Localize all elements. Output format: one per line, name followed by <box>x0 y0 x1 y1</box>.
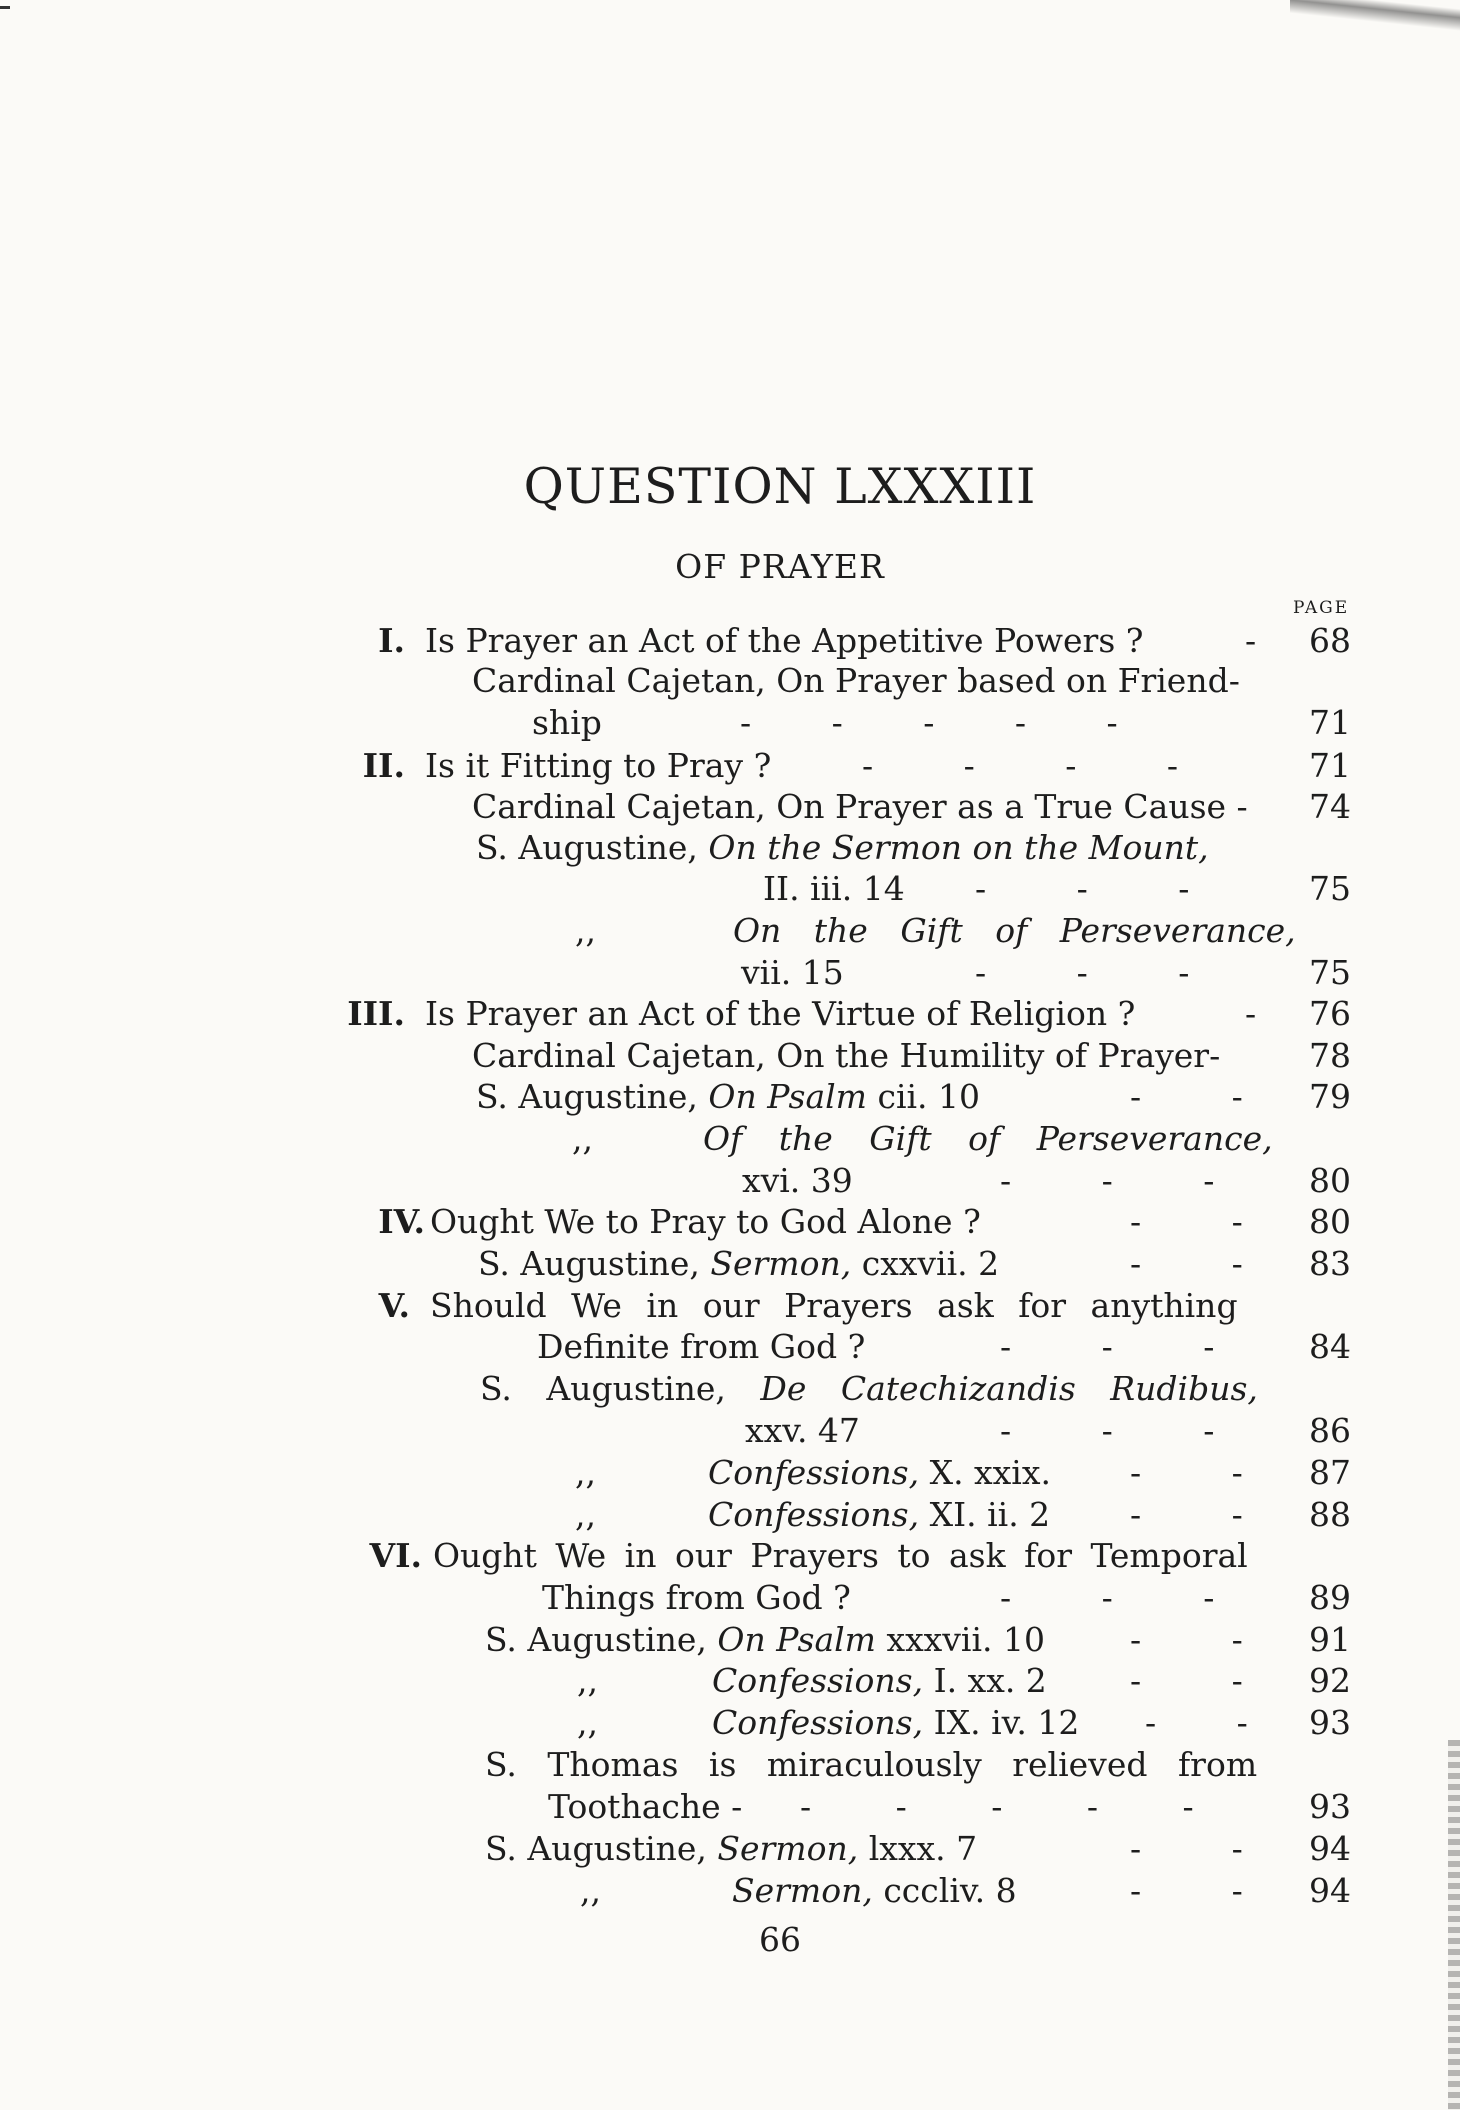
page-number: 87 <box>1309 1453 1351 1492</box>
dot-leader: - - <box>1130 1453 1243 1492</box>
dot-leader: - - - <box>1000 1327 1215 1366</box>
ditto-mark: ,, <box>575 911 596 950</box>
entry-reference: IX. iv. 12 <box>923 1703 1080 1742</box>
entry-reference: cccliv. 8 <box>872 1871 1017 1910</box>
dot-leader: - - <box>1145 1703 1248 1742</box>
dot-leader: - - - <box>1000 1578 1215 1617</box>
entry-text: S. Thomas is miraculously relieved from <box>485 1745 1258 1784</box>
work-title: On the Gift of Perseverance, <box>733 911 1296 950</box>
work-title: Sermon, <box>732 1871 873 1910</box>
dot-leader: - - - - <box>862 746 1179 785</box>
entry-reference: I. xx. 2 <box>923 1661 1047 1700</box>
work-title: Confessions, <box>708 1453 920 1492</box>
dot-leader: - - - <box>975 953 1190 992</box>
page-number: 75 <box>1309 869 1351 908</box>
entry-text: Definite from God ? <box>537 1327 866 1366</box>
entry-reference: II. iii. 14 <box>763 869 905 908</box>
work-title: On Psalm <box>708 1077 867 1116</box>
author-name: S. Augustine, <box>485 1620 718 1659</box>
dot-leader: - - <box>1130 1244 1243 1283</box>
dot-leader: - <box>1245 621 1257 660</box>
question-subtitle: OF PRAYER <box>675 547 885 586</box>
article-title: Should We in our Prayers ask for anything <box>430 1286 1238 1325</box>
page-number: 91 <box>1309 1620 1351 1659</box>
author-name: S. Augustine, <box>485 1829 718 1868</box>
article-number: IV. <box>378 1202 425 1241</box>
ditto-mark: ,, <box>575 1453 596 1492</box>
dot-leader: - - <box>1130 1077 1243 1116</box>
entry-reference: xvi. 39 <box>742 1161 853 1200</box>
page-number: 80 <box>1309 1202 1351 1241</box>
dot-leader: - - <box>1130 1495 1243 1534</box>
dot-leader: - - - <box>1000 1411 1215 1450</box>
entry-reference: XI. ii. 2 <box>919 1495 1051 1534</box>
author-name: S. Augustine, <box>476 1077 709 1116</box>
entry-text: Cardinal Cajetan, On Prayer based on Friend- <box>472 661 1240 700</box>
page-number: 71 <box>1309 746 1351 785</box>
ditto-mark: ,, <box>580 1871 601 1910</box>
page-number: 93 <box>1309 1787 1351 1826</box>
page-number: 68 <box>1309 621 1351 660</box>
work-title: De Catechizandis Rudibus, <box>760 1369 1258 1408</box>
page-number: 78 <box>1309 1036 1351 1075</box>
page-number: 71 <box>1309 703 1351 742</box>
page-number: 94 <box>1309 1829 1351 1868</box>
page-number: 83 <box>1309 1244 1351 1283</box>
dot-leader: - - <box>1130 1871 1243 1910</box>
page-number: 79 <box>1309 1077 1351 1116</box>
work-title: Confessions, <box>708 1495 920 1534</box>
entry-text: Things from God ? <box>542 1578 851 1617</box>
page-number: 80 <box>1309 1161 1351 1200</box>
author-name: S. Augustine, <box>478 1244 711 1283</box>
ditto-mark: ,, <box>577 1703 598 1742</box>
work-title: On Psalm <box>717 1620 876 1659</box>
entry-text: ship <box>532 703 602 742</box>
work-title: Confessions, <box>712 1703 924 1742</box>
ditto-mark: ,, <box>572 1119 593 1158</box>
dot-leader: - - <box>1130 1829 1243 1868</box>
article-number: II. <box>362 746 405 785</box>
article-title: Ought We to Pray to God Alone ? <box>430 1202 981 1241</box>
page-number: 74 <box>1309 787 1351 826</box>
page-number: 92 <box>1309 1661 1351 1700</box>
entry-reference: cii. 10 <box>866 1077 981 1116</box>
page-number: 88 <box>1309 1495 1351 1534</box>
dot-leader: - - <box>1130 1202 1243 1241</box>
page-number: 75 <box>1309 953 1351 992</box>
dot-leader: - <box>1245 994 1257 1033</box>
work-title: Of the Gift of Perseverance, <box>703 1119 1273 1158</box>
ditto-mark: ,, <box>575 1495 596 1534</box>
dot-leader: - - - - - <box>740 703 1118 742</box>
page-number: 93 <box>1309 1703 1351 1742</box>
folio-page-number: 66 <box>759 1920 801 1959</box>
work-title: Sermon, <box>710 1244 852 1283</box>
entry-text: Toothache - <box>548 1787 743 1826</box>
work-title: On the Sermon on the Mount, <box>708 828 1209 867</box>
dot-leader: - - - <box>975 869 1190 908</box>
article-number: I. <box>378 621 405 660</box>
article-number: VI. <box>369 1536 422 1575</box>
article-title: Is Prayer an Act of the Virtue of Religion ? <box>425 994 1136 1033</box>
work-title: Confessions, <box>712 1661 924 1700</box>
page-number: 94 <box>1309 1871 1351 1910</box>
article-title: Is Prayer an Act of the Appetitive Powers ? <box>425 621 1144 660</box>
question-title: QUESTION LXXXIII <box>523 458 1037 515</box>
entry-text: Cardinal Cajetan, On the Humility of Prayer- <box>472 1036 1221 1075</box>
page-number: 84 <box>1309 1327 1351 1366</box>
dot-leader: - - <box>1130 1661 1243 1700</box>
dot-leader: - - <box>1130 1620 1243 1659</box>
author-name: S. Augustine, <box>476 828 709 867</box>
dot-leader: - - - - - <box>800 1787 1194 1826</box>
page-number: 89 <box>1309 1578 1351 1617</box>
entry-reference: lxxx. 7 <box>858 1829 978 1868</box>
entry-reference: cxxvii. 2 <box>851 1244 1000 1283</box>
dot-leader: - - - <box>1000 1161 1215 1200</box>
page-number: 86 <box>1309 1411 1351 1450</box>
entry-reference: X. xxix. <box>919 1453 1051 1492</box>
author-name: S. Augustine, <box>480 1369 761 1408</box>
ditto-mark: ,, <box>577 1661 598 1700</box>
entry-reference: xxxvii. 10 <box>875 1620 1046 1659</box>
article-title: Ought We in our Prayers to ask for Temporal <box>433 1536 1248 1575</box>
entry-reference: vii. 15 <box>741 953 844 992</box>
entry-text: Cardinal Cajetan, On Prayer as a True Cause - <box>472 787 1248 826</box>
article-number: III. <box>347 994 405 1033</box>
page-number: 76 <box>1309 994 1351 1033</box>
page-column-label: PAGE <box>1293 598 1350 618</box>
entry-reference: xxv. 47 <box>745 1411 860 1450</box>
article-title: Is it Fitting to Pray ? <box>425 746 772 785</box>
work-title: Sermon, <box>717 1829 859 1868</box>
article-number: V. <box>378 1286 410 1325</box>
